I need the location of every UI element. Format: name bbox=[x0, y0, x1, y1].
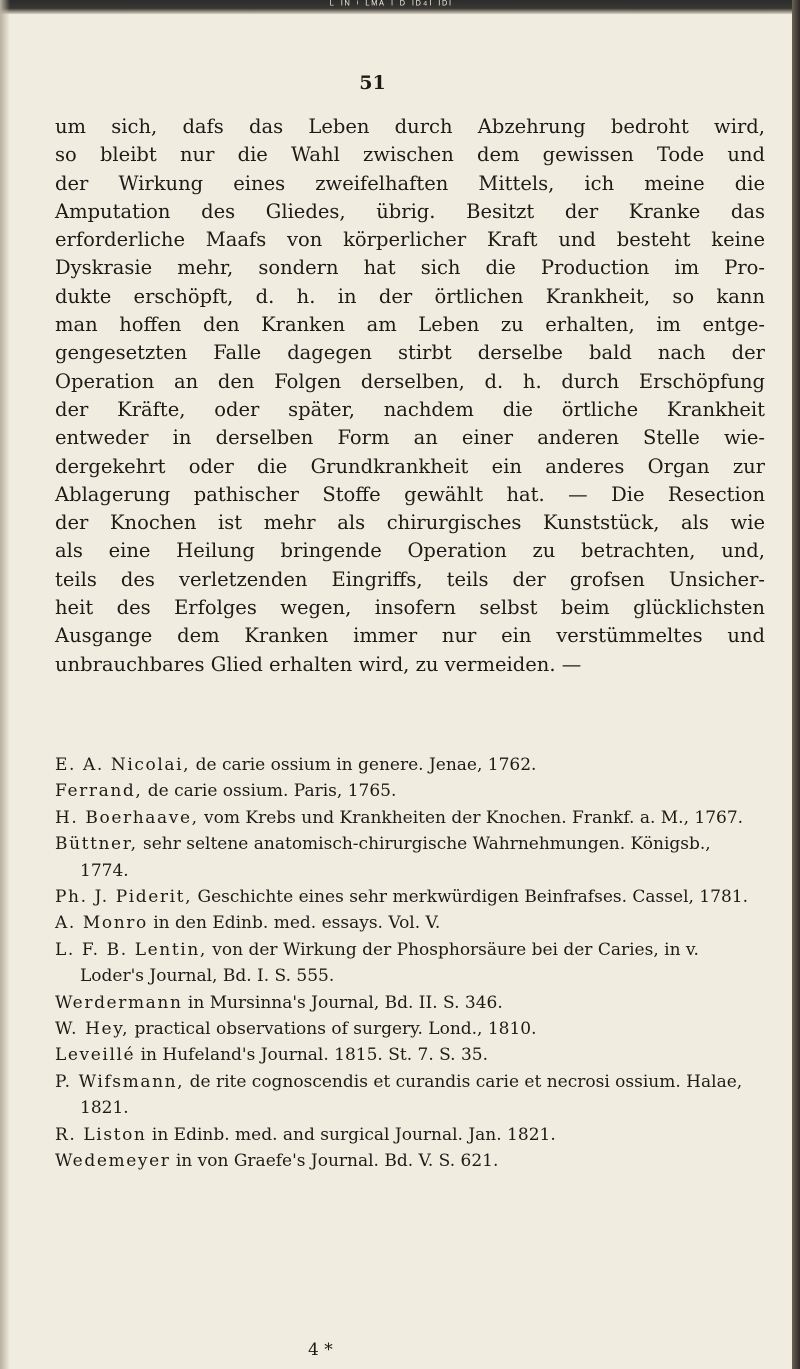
main-paragraph bbox=[55, 113, 765, 679]
reference-author: Leveillé bbox=[55, 1045, 136, 1066]
reference-text: de carie ossium in genere. Jenae, 1762. bbox=[190, 755, 537, 775]
reference-author: L. F. B. Lentin, bbox=[55, 939, 207, 960]
reference-text: Geschichte eines sehr merkwürdigen Beinfrafses. Cassel, 1781. bbox=[192, 887, 748, 908]
text-line: um sich, dafs das Leben durch Abzehrung bedroht wird, bbox=[55, 115, 765, 138]
reference-entry bbox=[55, 1016, 755, 1042]
text-line: so bleibt nur die Wahl zwischen dem gewissen Tode und bbox=[55, 143, 765, 167]
reference-entry bbox=[55, 778, 755, 804]
text-line: der Wirkung eines zweifelhaften Mittels, ich meine die bbox=[55, 171, 765, 195]
scan-top-edge: ᴸ ᴵᴺ ⁱ ᴸᴹᴬ ᴵ ᴰ ᴵᴰ⁴ᴵ ᴵᴰᴵ bbox=[0, 0, 800, 14]
text-line: als eine Heilung bringende Operation zu betrachten, und, bbox=[55, 539, 765, 563]
reference-entry bbox=[55, 937, 755, 990]
page-number: 51 bbox=[359, 72, 386, 94]
reference-entry bbox=[55, 910, 755, 936]
text-line: Ausgange dem Kranken immer nur ein verstümmeltes und bbox=[55, 624, 765, 648]
reference-author: P. Wifsmann, bbox=[55, 1071, 185, 1092]
reference-text: de carie ossium. Paris, 1765. bbox=[142, 781, 397, 802]
reference-author: Ferrand, bbox=[55, 781, 143, 802]
scan-right-edge bbox=[792, 0, 800, 1369]
text-line: dergekehrt oder die Grundkrankheit ein anderes Organ zur bbox=[55, 454, 765, 478]
reference-text: in von Graefe's Journal. Bd. V. S. 621. bbox=[170, 1151, 499, 1172]
reference-text: in Hufeland's Journal. 1815. St. 7. S. 35. bbox=[135, 1045, 489, 1066]
signature-mark: 4 * bbox=[308, 1340, 333, 1360]
reference-entry bbox=[55, 884, 755, 910]
reference-author: A. Monro bbox=[55, 913, 148, 934]
reference-entry bbox=[55, 990, 755, 1016]
reference-text: von der Wirkung der Phosphorsäure bei der Caries, in v. Loder's Journal, Bd. I. S. 555. bbox=[80, 939, 699, 987]
text-line: der Kräfte, oder später, nachdem die örtliche Krankheit bbox=[55, 397, 765, 421]
text-line: Operation an den Folgen derselben, d. h. durch Erschöpfung bbox=[55, 369, 765, 393]
reference-entry bbox=[55, 1122, 755, 1148]
text-line: dukte erschöpft, d. h. in der örtlichen Krankheit, so kann bbox=[55, 284, 765, 308]
text-line: man hoffen den Kranken am Leben zu erhalten, im entge- bbox=[55, 313, 765, 337]
reference-entry bbox=[55, 1069, 755, 1122]
text-line: entweder in derselben Form an einer anderen Stelle wie- bbox=[55, 426, 765, 450]
reference-list bbox=[55, 752, 755, 1175]
reference-text: in den Edinb. med. essays. Vol. V. bbox=[147, 913, 441, 934]
reference-author: E. A. Nicolai, bbox=[55, 755, 191, 775]
text-line: Dyskrasie mehr, sondern hat sich die Production im Pro- bbox=[55, 256, 765, 280]
reference-author: Büttner, bbox=[55, 834, 138, 855]
reference-author: R. Liston bbox=[55, 1124, 147, 1145]
text-line: teils des verletzenden Eingriffs, teils der grofsen Unsicher- bbox=[55, 567, 765, 591]
reference-author: H. Boerhaave, bbox=[55, 807, 199, 828]
reference-entry bbox=[55, 805, 755, 831]
reference-text: de rite cognoscendis et curandis carie et necrosi ossium. Halae, 1821. bbox=[80, 1071, 743, 1119]
reference-entry bbox=[55, 1148, 755, 1174]
reference-author: Wedemeyer bbox=[55, 1151, 171, 1172]
text-line: unbrauchbares Glied erhalten wird, zu vermeiden. — bbox=[55, 652, 582, 676]
reference-entry bbox=[55, 752, 755, 778]
text-line: heit des Erfolges wegen, insofern selbst beim glücklichsten bbox=[55, 596, 765, 620]
reference-entry bbox=[55, 1042, 755, 1068]
scan-left-shadow bbox=[0, 0, 10, 1369]
text-line: erforderliche Maafs von körperlicher Kraft und besteht keine bbox=[55, 228, 765, 252]
reference-author: Werdermann bbox=[55, 992, 183, 1013]
reference-entry bbox=[55, 831, 755, 884]
reference-text: in Mursinna's Journal, Bd. II. S. 346. bbox=[182, 992, 503, 1013]
reference-text: practical observations of surgery. Lond., 1810. bbox=[129, 1019, 537, 1040]
reference-text: sehr seltene anatomisch-chirurgische Wahrnehmungen. Königsb., 1774. bbox=[80, 834, 711, 881]
reference-author: W. Hey, bbox=[55, 1019, 130, 1040]
text-line: Amputation des Gliedes, übrig. Besitzt der Kranke das bbox=[55, 199, 765, 223]
text-line: gengesetzten Falle dagegen stirbt derselbe bald nach der bbox=[55, 341, 765, 365]
text-line: Ablagerung pathischer Stoffe gewählt hat. — Die Resection bbox=[55, 482, 765, 506]
reference-author: Ph. J. Piderit, bbox=[55, 887, 193, 908]
reference-text: vom Krebs und Krankheiten der Knochen. Frankf. a. M., 1767. bbox=[198, 807, 744, 828]
reference-text: in Edinb. med. and surgical Journal. Jan. 1821. bbox=[146, 1124, 556, 1145]
text-line: der Knochen ist mehr als chirurgisches Kunststück, als wie bbox=[55, 511, 765, 535]
